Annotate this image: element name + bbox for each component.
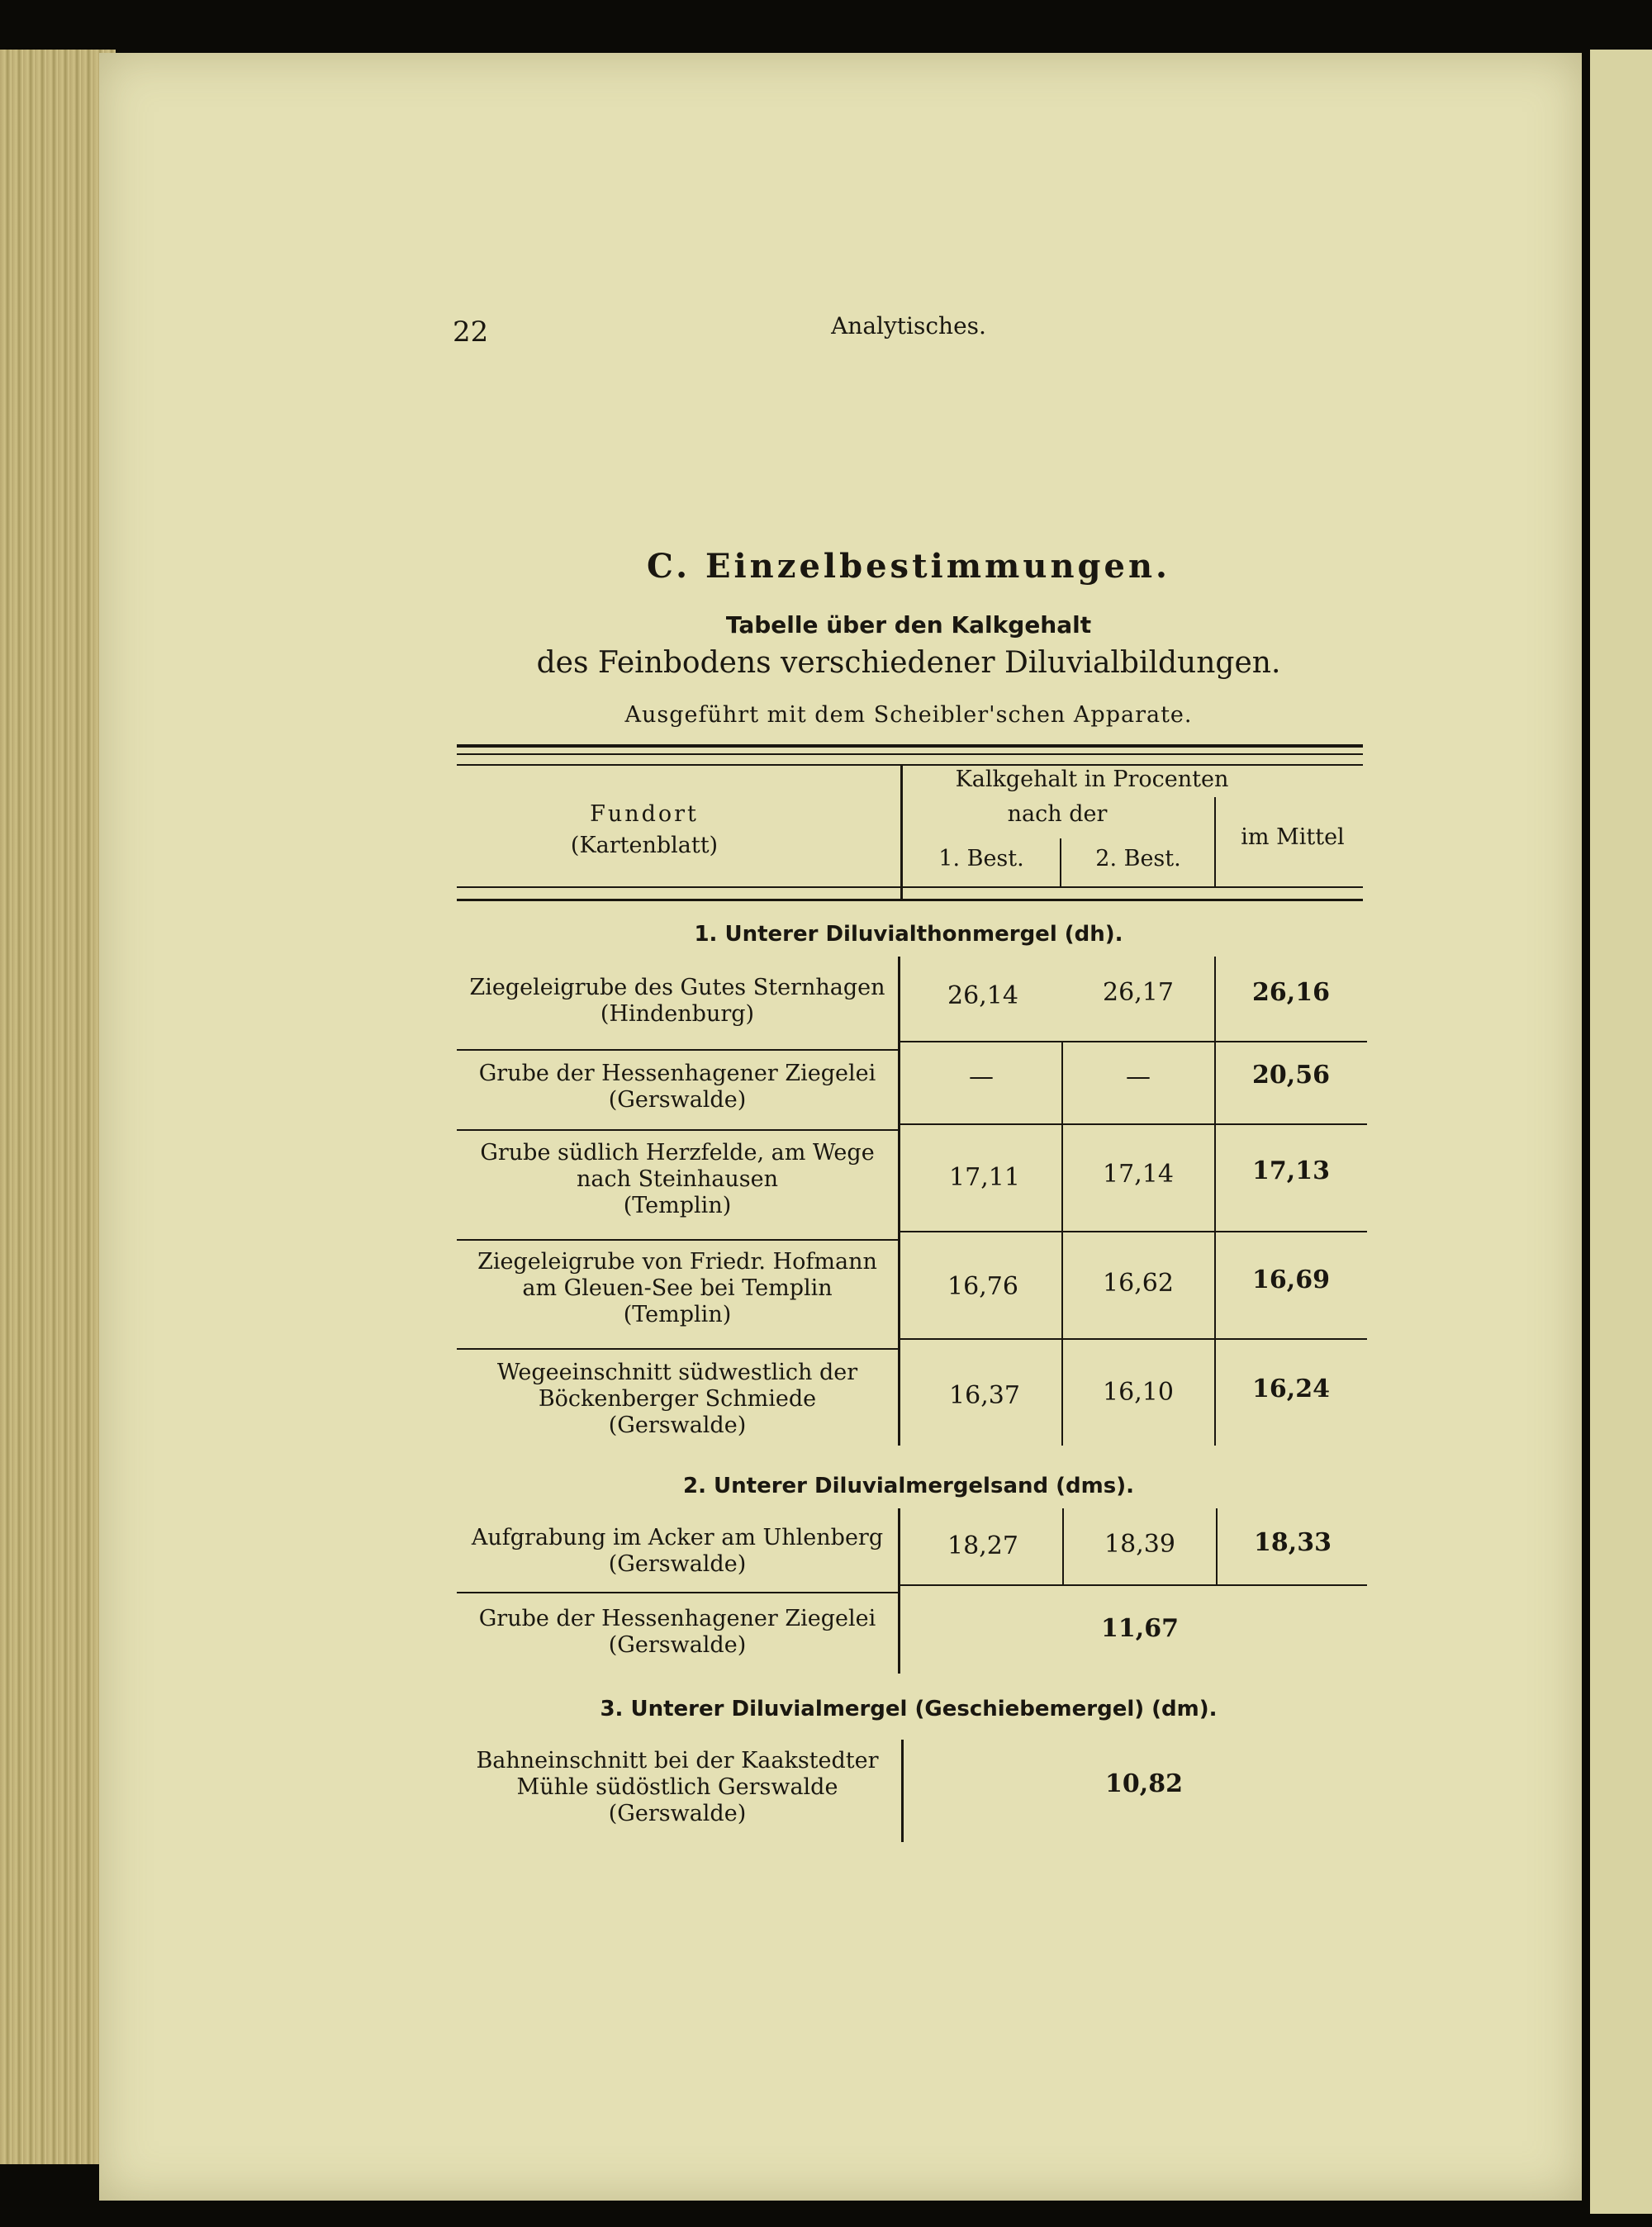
header-lime-sub: nach der xyxy=(1007,801,1108,827)
table-row-location: Grube der Hessenhagener Ziegelei (Gerswalde) xyxy=(478,1061,876,1113)
table-subtitle: des Feinbodens verschiedener Diluvialbildungen. xyxy=(536,646,1281,680)
table-cell-second: 18,39 xyxy=(1104,1530,1175,1559)
table-row-location: Grube südlich Herzfelde, am Wege nach Steinhausen (Templin) xyxy=(480,1140,875,1218)
page-edges xyxy=(0,50,116,2164)
header-bottom-rule xyxy=(457,886,1363,888)
group2-divider-mean xyxy=(1216,1508,1218,1584)
group-title: 2. Unterer Diluvialmergelsand (dms). xyxy=(683,1474,1134,1498)
table-cell-first: 16,37 xyxy=(949,1381,1020,1410)
table-cell-second: 16,10 xyxy=(1103,1378,1174,1407)
table-cell-mean: 20,56 xyxy=(1252,1061,1330,1090)
header-divider-mean xyxy=(1214,797,1216,886)
table-cell-combined: 10,82 xyxy=(1105,1769,1183,1798)
table-cell-mean: 17,13 xyxy=(1252,1156,1330,1185)
header-lime-content: Kalkgehalt in Procenten xyxy=(955,767,1229,792)
header-mean: im Mittel xyxy=(1241,824,1345,850)
header-bottom-rule-thick xyxy=(457,899,1363,901)
table-cell-second: 16,62 xyxy=(1103,1269,1174,1298)
table-cell-second: 17,14 xyxy=(1103,1160,1174,1189)
table-cell-mean: 16,24 xyxy=(1252,1375,1330,1403)
table-cell-first: 16,76 xyxy=(947,1272,1018,1301)
running-title: Analytisches. xyxy=(831,312,986,340)
table-cell-second: 26,17 xyxy=(1103,978,1174,1007)
table-top-rule-second xyxy=(457,764,1363,766)
next-page-edge xyxy=(1590,50,1652,2214)
table-title: Tabelle über den Kalkgehalt xyxy=(725,611,1092,639)
table-row-location: Grube der Hessenhagener Ziegelei (Gerswalde) xyxy=(478,1606,876,1658)
table-row-location: Wegeeinschnitt südwestlich der Böckenberger Schmiede (Gerswalde) xyxy=(496,1360,858,1438)
table-row-location: Bahneinschnitt bei der Kaakstedter Mühle südöstlich Gerswalde (Gerswalde) xyxy=(476,1748,879,1826)
table-cell-first: 26,14 xyxy=(947,981,1018,1010)
header-location: Fundort xyxy=(590,801,699,827)
table-cell-first: — xyxy=(969,1062,994,1091)
table-cell-first: 17,11 xyxy=(949,1163,1020,1192)
header-divider xyxy=(900,764,903,900)
table-row-location: Ziegeleigrube des Gutes Sternhagen (Hindenburg) xyxy=(469,975,885,1027)
header-divider-best xyxy=(1060,838,1061,886)
table-cell-mean: 16,69 xyxy=(1252,1265,1330,1294)
header-second: 2. Best. xyxy=(1095,846,1181,871)
table-cell-mean: 18,33 xyxy=(1254,1528,1332,1557)
table-cell-combined: 11,67 xyxy=(1101,1614,1179,1643)
group-title: 1. Unterer Diluvialthonmergel (dh). xyxy=(694,922,1123,947)
table-cell-first: 18,27 xyxy=(947,1531,1018,1560)
table-cell-second: — xyxy=(1126,1062,1151,1091)
page-number: 22 xyxy=(453,316,489,349)
header-first: 1. Best. xyxy=(938,846,1024,871)
table-top-rule xyxy=(457,744,1363,748)
method-note: Ausgeführt mit dem Scheibler'schen Apparate. xyxy=(624,702,1193,728)
table-top-rule-thin xyxy=(457,753,1363,755)
table-row-location: Aufgrabung im Acker am Uhlenberg (Gerswalde) xyxy=(471,1525,884,1577)
group-title: 3. Unterer Diluvialmergel (Geschiebemergel) (dm). xyxy=(600,1697,1218,1721)
group2-divider-best xyxy=(1062,1508,1064,1584)
group1-divider-best xyxy=(1061,1042,1063,1446)
section-title: C. Einzelbestimmungen. xyxy=(647,547,1170,586)
table-cell-mean: 26,16 xyxy=(1252,978,1330,1007)
book-page xyxy=(99,53,1582,2201)
group1-divider-mean xyxy=(1214,957,1216,1446)
header-location-sub: (Kartenblatt) xyxy=(570,833,719,858)
table-row-location: Ziegeleigrube von Friedr. Hofmann am Gleuen-See bei Templin (Templin) xyxy=(477,1249,877,1327)
